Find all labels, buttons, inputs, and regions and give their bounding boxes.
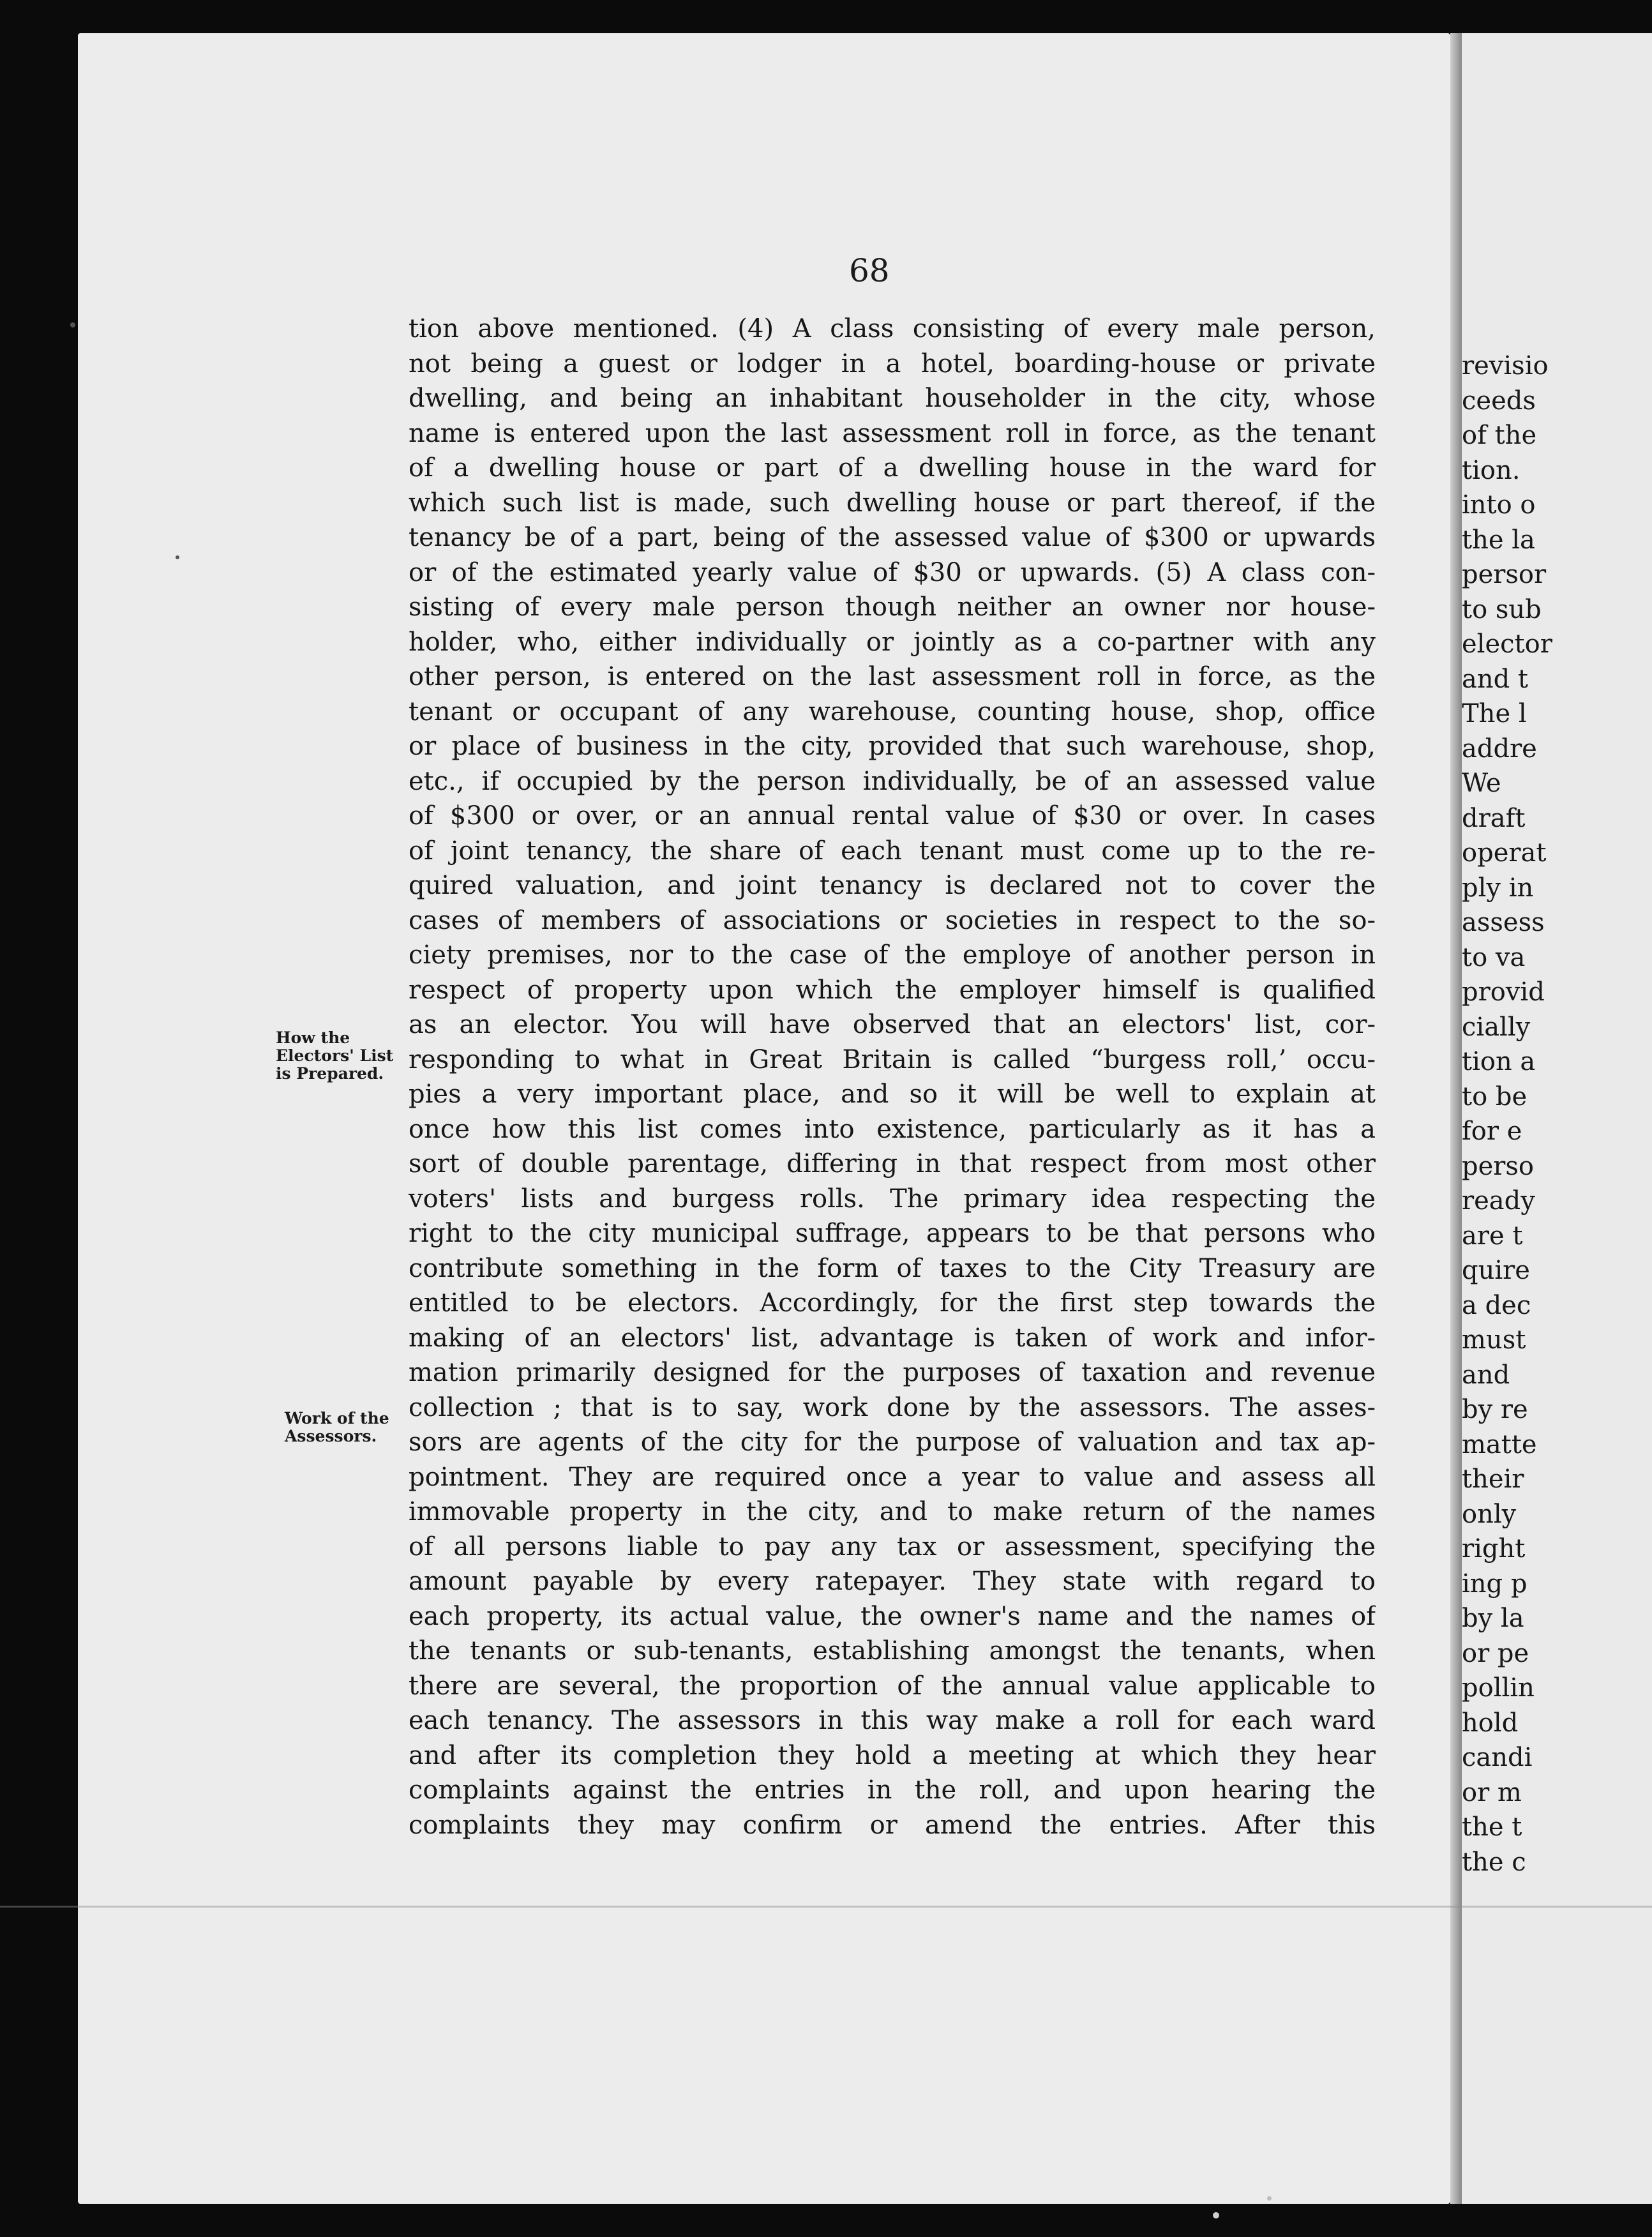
facing-text-line: provid [1462, 977, 1545, 1007]
text-line: immovable property in the city, and to make return of the names [409, 1497, 1376, 1526]
text-line: once how this list comes into existence, particularly as it has a [409, 1114, 1376, 1144]
text-line: tion above mentioned. (4) A class consisting of every male person, [409, 314, 1376, 343]
margin-note-electors-list [276, 1029, 393, 1083]
facing-text-line: ing p [1462, 1569, 1528, 1599]
facing-text-line: their [1462, 1465, 1524, 1494]
facing-text-line: into o [1462, 490, 1536, 520]
facing-text-line: elector [1462, 629, 1552, 659]
text-line: ciety premises, nor to the case of the employe of another person in [409, 940, 1376, 970]
text-line: contribute something in the form of taxes to the City Treasury are [409, 1253, 1376, 1283]
text-line: pies a very important place, and so it will be well to explain at [409, 1080, 1376, 1109]
margin-note-assessors [285, 1410, 389, 1445]
facing-text-line: right [1462, 1534, 1526, 1563]
scan-artifact-line [0, 1906, 1652, 1908]
facing-text-line: hold [1462, 1708, 1519, 1738]
facing-text-line: ready [1462, 1186, 1535, 1216]
facing-text-line: are t [1462, 1221, 1523, 1251]
text-line: of a dwelling house or part of a dwelling house in the ward for [409, 453, 1376, 483]
scan-speck [70, 322, 75, 328]
facing-text-line: and [1462, 1360, 1510, 1390]
text-line: holder, who, either individually or jointly as a co-partner with any [409, 627, 1376, 657]
facing-text-line: of the [1462, 421, 1537, 450]
text-line: other person, is entered on the last assessment roll in force, as the [409, 662, 1376, 691]
text-line: of all persons liable to pay any tax or assessment, specifying the [409, 1532, 1376, 1562]
facing-text-line: tion a [1462, 1047, 1536, 1076]
facing-text-line: and t [1462, 664, 1529, 694]
text-line: respect of property upon which the employer himself is qualified [409, 975, 1376, 1005]
text-line: complaints against the entries in the roll, and upon hearing the [409, 1775, 1376, 1805]
text-line: name is entered upon the last assessment roll in force, as the tenant [409, 418, 1376, 448]
margin-note-line: Work of the [285, 1409, 389, 1427]
facing-text-line: to sub [1462, 594, 1542, 624]
text-line: complaints they may confirm or amend the entries. After this [409, 1810, 1376, 1840]
text-line: not being a guest or lodger in a hotel, boarding-house or private [409, 349, 1376, 379]
text-line: right to the city municipal suffrage, appears to be that persons who [409, 1219, 1376, 1248]
text-line: entitled to be electors. Accordingly, for the first step towards the [409, 1288, 1376, 1318]
text-line: as an elector. You will have observed that an electors' list, cor- [409, 1010, 1376, 1039]
facing-text-line: quire [1462, 1256, 1530, 1285]
facing-text-line: revisio [1462, 351, 1549, 380]
text-line: cases of members of associations or societies in respect to the so- [409, 905, 1376, 935]
facing-text-line: operat [1462, 838, 1547, 868]
facing-text-line: assess [1462, 908, 1545, 937]
facing-text-line: ceeds [1462, 386, 1536, 416]
facing-text-line: cially [1462, 1012, 1531, 1042]
facing-text-line: pollin [1462, 1673, 1535, 1703]
facing-text-line: only [1462, 1499, 1517, 1529]
facing-text-line: We [1462, 769, 1501, 798]
facing-text-line: for e [1462, 1117, 1522, 1146]
facing-text-line: the la [1462, 525, 1535, 555]
facing-text-line: The l [1462, 699, 1527, 728]
facing-text-line: by re [1462, 1395, 1528, 1424]
text-line: etc., if occupied by the person individually, be of an assessed value [409, 766, 1376, 796]
facing-text-line: the t [1462, 1812, 1522, 1842]
text-line: sors are agents of the city for the purpose of valuation and tax ap- [409, 1427, 1376, 1457]
body-text [409, 312, 1376, 1842]
facing-page [1462, 33, 1652, 2204]
text-line: pointment. They are required once a year to value and assess all [409, 1462, 1376, 1492]
text-line: there are several, the proportion of the annual value applicable to [409, 1671, 1376, 1701]
facing-text-line: to be [1462, 1081, 1528, 1111]
facing-text-line: perso [1462, 1151, 1535, 1181]
text-line: and after its completion they hold a meeting at which they hear [409, 1740, 1376, 1770]
text-line: voters' lists and burgess rolls. The primary idea respecting the [409, 1184, 1376, 1214]
facing-text-line: must [1462, 1325, 1526, 1355]
text-line: sort of double parentage, differing in that respect from most other [409, 1149, 1376, 1179]
facing-text-line: ply in [1462, 873, 1534, 903]
facing-text-line: or pe [1462, 1638, 1529, 1668]
text-line: dwelling, and being an inhabitant householder in the city, whose [409, 384, 1376, 413]
facing-text-line: persor [1462, 560, 1547, 589]
margin-note-line: is Prepared. [276, 1064, 384, 1083]
facing-text-line: to va [1462, 942, 1526, 972]
text-line: amount payable by every ratepayer. They state with regard to [409, 1567, 1376, 1596]
facing-text-line: draft [1462, 803, 1526, 833]
scan-speck [1267, 2196, 1272, 2201]
text-line: quired valuation, and joint tenancy is declared not to cover the [409, 871, 1376, 900]
text-line: each property, its actual value, the owner's name and the names of [409, 1601, 1376, 1631]
scan-speck [176, 555, 179, 559]
facing-text-line: by la [1462, 1604, 1524, 1633]
margin-note-line: How the [276, 1028, 350, 1047]
text-line: of joint tenancy, the share of each tenant must come up to the re- [409, 836, 1376, 866]
margin-note-line: Electors' List [276, 1046, 394, 1065]
text-line: or of the estimated yearly value of $30 or upwards. (5) A class con- [409, 557, 1376, 587]
margin-note-line: Assessors. [285, 1427, 377, 1445]
text-line: or place of business in the city, provided that such warehouse, shop, [409, 732, 1376, 761]
text-line: which such list is made, such dwelling house or part thereof, if the [409, 488, 1376, 518]
facing-text-line: or m [1462, 1777, 1522, 1807]
facing-page-text [1462, 349, 1652, 1879]
text-line: making of an electors' list, advantage is taken of work and infor- [409, 1323, 1376, 1353]
text-line: mation primarily designed for the purposes of taxation and revenue [409, 1358, 1376, 1387]
facing-text-line: matte [1462, 1429, 1537, 1459]
page-number: 68 [849, 252, 890, 289]
facing-text-line: the c [1462, 1847, 1526, 1877]
facing-text-line: candi [1462, 1743, 1533, 1772]
facing-text-line: addre [1462, 734, 1537, 764]
text-line: collection ; that is to say, work done by the assessors. The asses- [409, 1392, 1376, 1422]
scan-speck [1213, 2212, 1219, 2218]
text-line: of $300 or over, or an annual rental value of $30 or over. In cases [409, 801, 1376, 831]
text-line: responding to what in Great Britain is called “burgess roll,’ occu- [409, 1044, 1376, 1074]
facing-text-line: tion. [1462, 455, 1521, 485]
text-line: sisting of every male person though neither an owner nor house- [409, 592, 1376, 622]
text-line: tenant or occupant of any warehouse, counting house, shop, office [409, 697, 1376, 727]
text-line: tenancy be of a part, being of the assessed value of $300 or upwards [409, 523, 1376, 552]
text-line: each tenancy. The assessors in this way make a roll for each ward [409, 1706, 1376, 1735]
facing-text-line: a dec [1462, 1290, 1531, 1320]
text-line: the tenants or sub-tenants, establishing amongst the tenants, when [409, 1636, 1376, 1666]
